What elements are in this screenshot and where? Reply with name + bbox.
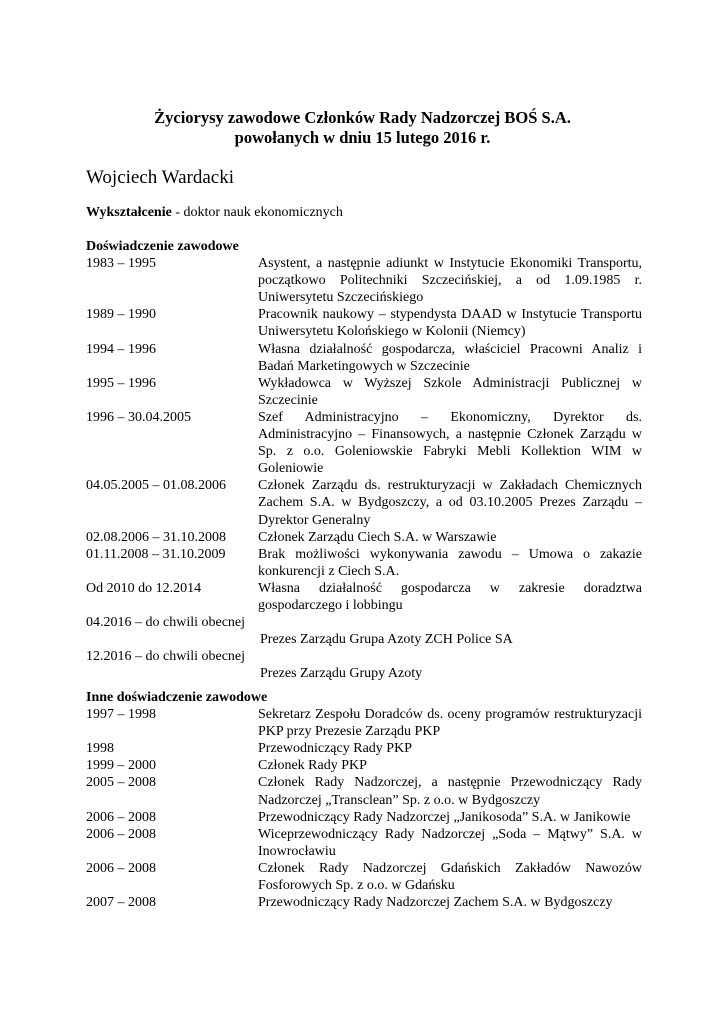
experience-date: 1996 – 30.04.2005 [86, 409, 191, 425]
other-experience-row [86, 826, 642, 860]
education-line [86, 204, 343, 222]
experience-description: Szef Administracyjno – Ekonomiczny, Dyrektor ds. Administracyjno – Finansowych, a następnie Członek Zarządu w Sp. z o.o. Goleniowskie Fabryki Mebli Kollektion WIM w Goleniowie [258, 409, 642, 477]
other-experience-description: Członek Rady PKP [258, 758, 367, 774]
other-experience-description: Członek Rady Nadzorczej Gdańskich Zakładów Nawozów Fosforowych Sp. z o.o. w Gdańsku [258, 860, 642, 894]
experience-heading: Doświadczenie zawodowe [86, 239, 239, 254]
experience-date: 1995 – 1996 [86, 375, 156, 391]
experience-date: 1983 – 1995 [86, 256, 156, 272]
experience-row [86, 529, 642, 546]
other-experience-section [86, 689, 642, 911]
experience-description: Pracownik naukowy – stypendysta DAAD w Instytucie Transportu Uniwersytetu Kolońskiego w Kolonii (Niemcy) [258, 307, 642, 340]
experience-date: 02.08.2006 – 31.10.2008 [86, 529, 226, 545]
other-experience-row [86, 740, 642, 757]
other-experience-row [86, 757, 642, 774]
experience-row [86, 375, 642, 409]
other-experience-date: 2006 – 2008 [86, 809, 156, 825]
experience-row [86, 409, 642, 477]
other-experience-row [86, 860, 642, 894]
experience-row [86, 477, 642, 528]
other-experience-description: Członek Rady Nadzorczej, a następnie Przewodniczący Rady Nadzorczej „Transclean” Sp. z o.o. w Bydgoszczy [258, 775, 642, 808]
other-experience-description: Przewodniczący Rady Nadzorczej „Janikosoda” S.A. w Janikowie [258, 809, 631, 825]
document-title-line-2: powołanych w dniu 15 lutego 2016 r. [234, 128, 491, 147]
experience-row [86, 580, 642, 614]
experience-row [86, 614, 642, 648]
other-experience-row [86, 809, 642, 826]
experience-date: Od 2010 do 12.2014 [86, 580, 202, 596]
education-value: - doktor nauk ekonomicznych [171, 205, 343, 220]
experience-date: 1989 – 1990 [86, 307, 156, 323]
other-experience-description: Przewodniczący Rady Nadzorczej Zachem S.A. w Bydgoszczy [258, 895, 613, 911]
other-experience-row [86, 894, 642, 911]
experience-description: Członek Zarządu Ciech S.A. w Warszawie [258, 529, 497, 545]
experience-row [86, 546, 642, 580]
other-experience-heading: Inne doświadczenie zawodowe [86, 690, 268, 705]
experience-date: 01.11.2008 – 31.10.2009 [86, 546, 226, 562]
experience-description: Członek Zarządu ds. restrukturyzacji w Zakładach Chemicznych Zachem S.A. w Bydgoszczy, a od 03.10.2005 Prezes Zarządu – Dyrektor Generalny [258, 478, 642, 528]
other-experience-date: 2006 – 2008 [86, 860, 156, 876]
other-experience-row [86, 774, 642, 808]
experience-description: Asystent, a następnie adiunkt w Instytucie Ekonomiki Transportu, początkowo Politechniki Szczecińskiej, a od 1.09.1985 r. Uniwersytetu Szczecińskiego [258, 256, 642, 306]
experience-description: Prezes Zarządu Grupy Azoty [260, 666, 423, 682]
other-experience-date: 2005 – 2008 [86, 775, 156, 791]
experience-date: 04.05.2005 – 01.08.2006 [86, 478, 226, 494]
experience-row [86, 255, 642, 306]
experience-date: 12.2016 – do chwili obecnej [86, 649, 246, 665]
experience-section [86, 238, 642, 682]
other-experience-date: 1998 [86, 741, 114, 757]
experience-row [86, 341, 642, 375]
other-experience-date: 2007 – 2008 [86, 895, 156, 911]
other-experience-date: 1999 – 2000 [86, 758, 156, 774]
experience-description: Prezes Zarządu Grupa Azoty ZCH Police SA [260, 632, 513, 648]
experience-row [86, 648, 642, 682]
experience-description: Wykładowca w Wyższej Szkole Administracji Publicznej w Szczecinie [258, 375, 642, 408]
other-experience-date: 1997 – 1998 [86, 707, 156, 723]
experience-description: Brak możliwości wykonywania zawodu – Umowa o zakazie konkurencji z Ciech S.A. [258, 546, 642, 579]
experience-description: Własna działalność gospodarcza, właściciel Pracowni Analiz i Badań Marketingowych w Szczecinie [258, 341, 642, 374]
other-experience-description: Przewodniczący Rady PKP [258, 741, 412, 757]
experience-description: Własna działalność gospodarcza w zakresie doradztwa gospodarczego i lobbingu [258, 580, 642, 613]
other-experience-description: Wiceprzewodniczący Rady Nadzorczej „Soda – Mątwy” S.A. w Inowrocławiu [258, 826, 642, 859]
experience-row [86, 306, 642, 340]
experience-date: 1994 – 1996 [86, 341, 156, 357]
person-name: Wojciech Wardacki [86, 167, 234, 188]
experience-date: 04.2016 – do chwili obecnej [86, 615, 246, 631]
other-experience-description: Sekretarz Zespołu Doradców ds. oceny programów restrukturyzacji PKP przy Prezesie Zarządu PKP [258, 707, 642, 740]
other-experience-row [86, 706, 642, 740]
education-label: Wykształcenie [86, 205, 172, 220]
other-experience-date: 2006 – 2008 [86, 826, 156, 842]
document-title-line-1: Życiorysy zawodowe Członków Rady Nadzorczej BOŚ S.A. [154, 108, 571, 127]
